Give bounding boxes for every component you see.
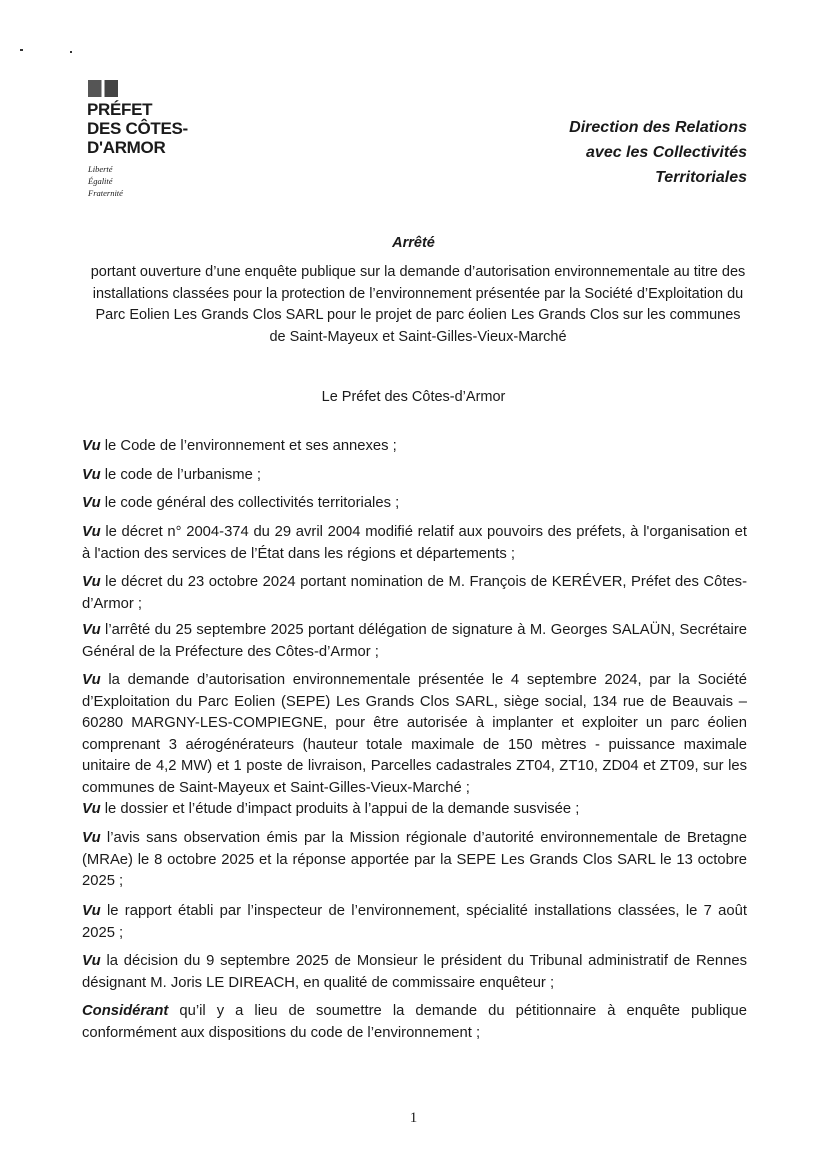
document-title: Arrêté <box>392 235 435 251</box>
department-line: avec les Collectivités <box>586 144 747 161</box>
recital-lead: Vu <box>82 672 101 688</box>
document-subtitle: portant ouverture d’une enquête publique sur la demande d’autorisation environnementale au titre des installations classées pour la protection de l’environnement présentée par la Société d’Exploitation du Parc Eolien Les Grands Clos SARL pour le projet de parc éolien Les Grands Clos sur les communes de Saint-Mayeux et Saint-Gilles-Vieux-Marché <box>90 264 746 345</box>
recital <box>82 951 747 994</box>
devise <box>88 163 123 199</box>
scan-speck <box>20 49 23 51</box>
recital <box>82 1001 747 1044</box>
recital-text: le rapport établi par l’inspecteur de l’environnement, spécialité installations classées, le 7 août 2025 ; <box>82 903 747 941</box>
recital-text: qu’il y a lieu de soumettre la demande du pétitionnaire à enquête publique conformément aux dispositions du code de l’environnement ; <box>82 1003 747 1041</box>
recital <box>82 522 747 565</box>
recital-text: l’avis sans observation émis par la Mission régionale d’autorité environnementale de Bretagne (MRAe) le 8 octobre 2025 et la réponse apportée par la SEPE Les Grands Clos SARL le 13 octobre 2025 ; <box>82 830 747 889</box>
document-author: Le Préfet des Côtes-d’Armor <box>321 389 506 405</box>
recital-text: l’arrêté du 25 septembre 2025 portant délégation de signature à M. Georges SALAÜN, Secrétaire Général de la Préfecture des Côtes-d’Armor ; <box>82 622 747 660</box>
prefecture-logo-text <box>87 100 188 157</box>
recital-lead: Considérant <box>82 1003 169 1019</box>
scan-speck <box>70 51 72 53</box>
department-line: Direction des Relations <box>569 119 747 136</box>
devise-line: Liberté <box>88 164 113 174</box>
recital-lead: Vu <box>82 903 101 919</box>
recital-text: le Code de l’environnement et ses annexes ; <box>100 438 397 454</box>
recital <box>82 620 747 663</box>
recital-text: le code de l’urbanisme ; <box>100 467 262 483</box>
department-line: Territoriales <box>655 169 747 186</box>
recital <box>82 799 747 821</box>
recital-text: le décret n° 2004-374 du 29 avril 2004 modifié relatif aux pouvoirs des préfets, à l'organisation et à l'action des services de l’État dans les régions et départements ; <box>82 524 747 562</box>
issuing-department <box>569 115 747 190</box>
recital-lead: Vu <box>82 574 101 590</box>
logo-line: PRÉFET <box>87 100 153 119</box>
logo-line: DES CÔTES- <box>87 119 188 138</box>
recital-text: le code général des collectivités territoriales ; <box>100 495 400 511</box>
recital-text: le dossier et l’étude d’impact produits à l’appui de la demande susvisée ; <box>100 801 580 817</box>
recital-text: la demande d’autorisation environnementale présentée le 4 septembre 2024, par la Société d’Exploitation du Parc Eolien (SEPE) Les Grands Clos SARL, siège social, 134 rue de Beauvais – 60280 MARGNY-LES-COMPIEGNE, pour être autorisée à implanter et exploiter un parc éolien comprenant 3 aérogénérateurs (hauteur totale maximale de 150 mètres - puissance maximale unitaire de 4,2 MW) et 1 poste de livraison, Parcelles cadastrales ZT04, ZT10, ZD04 et ZT09, sur les communes de Saint-Mayeux et Saint-Gilles-Vieux-Marché ; <box>82 672 747 796</box>
recital <box>82 493 747 515</box>
devise-line: Égalité <box>88 176 113 186</box>
recital <box>82 572 747 615</box>
recital-text: le décret du 23 octobre 2024 portant nomination de M. François de KERÉVER, Préfet des Côtes-d’Armor ; <box>82 574 747 612</box>
recital <box>82 465 747 487</box>
recital-lead: Vu <box>82 467 101 483</box>
recital-lead: Vu <box>82 438 101 454</box>
recital-lead: Vu <box>82 953 101 969</box>
recital <box>82 670 747 799</box>
recital-lead: Vu <box>82 524 101 540</box>
marianne-logo <box>88 80 118 97</box>
recital-lead: Vu <box>82 830 101 846</box>
recital <box>82 828 747 893</box>
recital <box>82 436 747 458</box>
recital-lead: Vu <box>82 622 101 638</box>
recital <box>82 901 747 944</box>
logo-line: D'ARMOR <box>87 138 166 157</box>
recital-lead: Vu <box>82 801 101 817</box>
devise-line: Fraternité <box>88 188 123 198</box>
page-number: 1 <box>409 1110 418 1126</box>
recital-text: la décision du 9 septembre 2025 de Monsieur le président du Tribunal administratif de Rennes désignant M. Joris LE DIREACH, en qualité de commissaire enquêteur ; <box>82 953 747 991</box>
recital-lead: Vu <box>82 495 101 511</box>
